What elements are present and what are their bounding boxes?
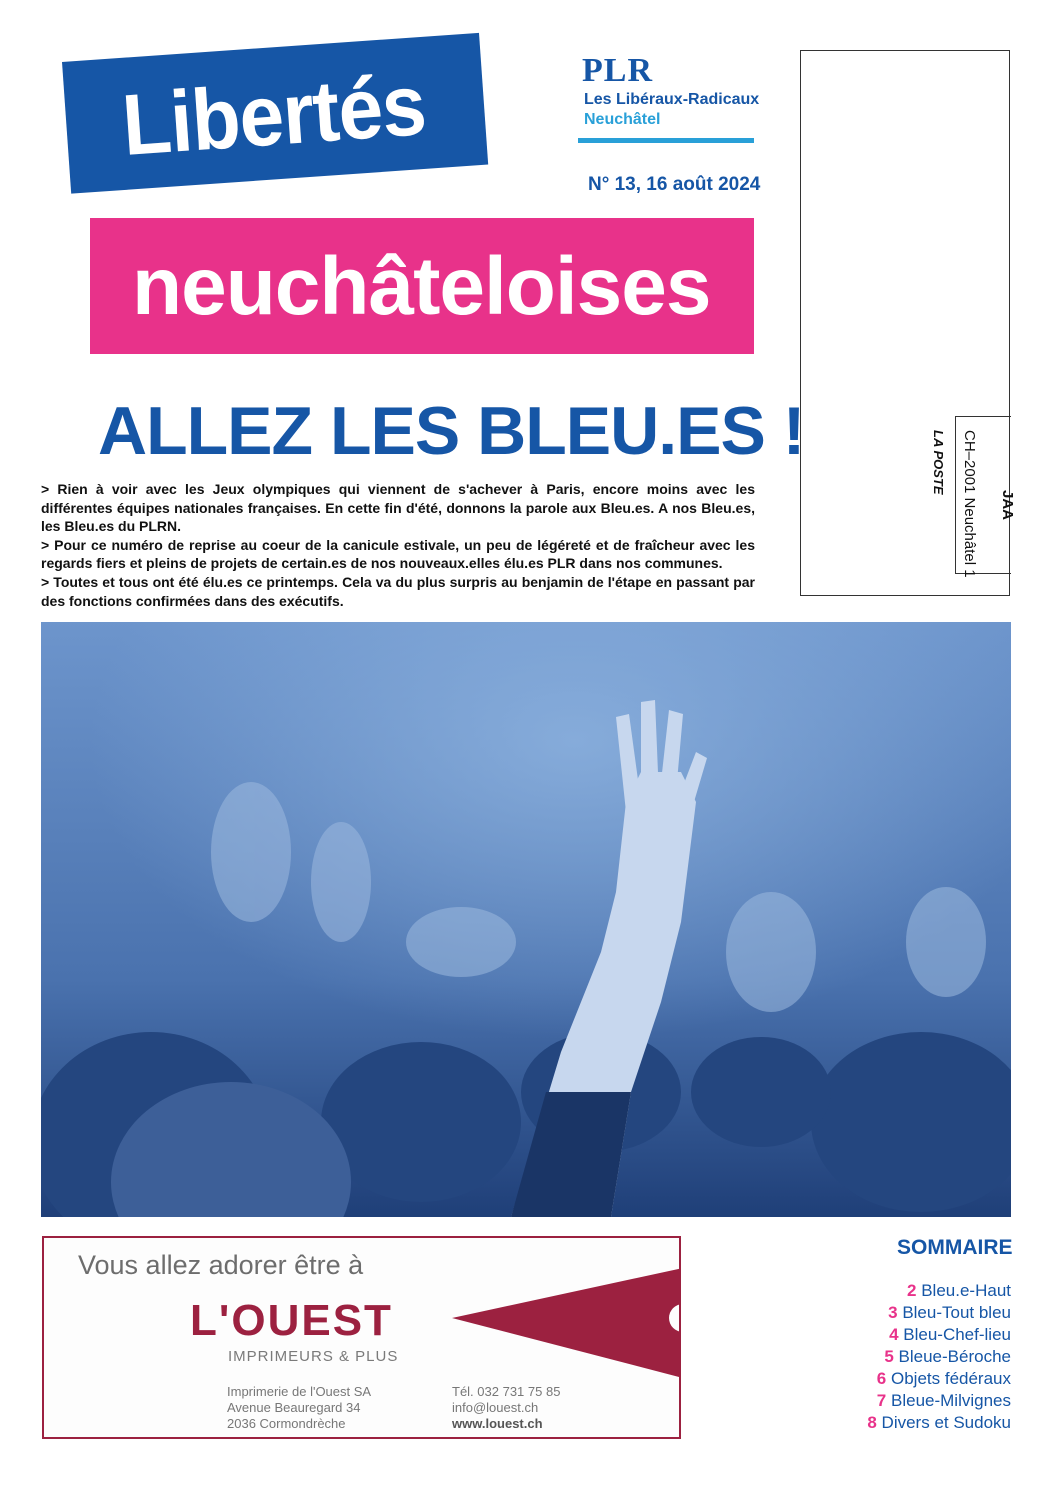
plr-logo-line1: Les Libéraux-Radicaux [584,91,760,108]
ad-tagline: Vous allez adorer être à [78,1250,364,1280]
ad-address [227,1384,371,1432]
main-headline: ALLEZ LES BLEU.ES ! [98,393,805,469]
sommaire-item-label: Bleu-Chef-lieu [903,1325,1011,1344]
issue-number: N° 13, 16 août 2024 [588,174,761,195]
sommaire-item-label: Divers et Sudoku [881,1413,1011,1432]
title-banner-blue [62,33,488,194]
postal-jaa: JAA [999,490,1016,521]
intro-paragraph: > Pour ce numéro de reprise au coeur de la canicule estivale, un peu de légéreté et de fraîcheur avec les regards fiers et pleins de projets de certain.es de nos nouveaux.elles élu.es PLR dans nos communes. [41,536,755,572]
sommaire-item-label: Objets fédéraux [890,1369,1011,1388]
sommaire-item-label: Bleue-Béroche [898,1347,1011,1366]
sommaire-page-number: 3 [888,1303,898,1322]
intro-text [41,480,755,610]
intro-paragraph: > Toutes et tous ont été élu.es ce printemps. Cela va du plus surpris au benjamin de l'étape en passant par des fonctions confirmées dans des exécutifs. [41,573,755,609]
hero-photo [41,622,1011,1217]
sommaire-item[interactable] [867,1390,1011,1412]
sommaire-page-number: 2 [907,1281,917,1300]
ad-website-link[interactable]: www.louest.ch [452,1416,543,1431]
sommaire-item[interactable] [867,1368,1011,1390]
ad-brand-subtitle: IMPRIMEURS & PLUS [228,1348,399,1365]
ad-address-line: 2036 Cormondrèche [227,1416,346,1431]
sommaire-title: SOMMAIRE [897,1236,1013,1259]
printer-advertisement [42,1236,681,1439]
intro-paragraph: > Rien à voir avec les Jeux olympiques qui viennent de s'achever à Paris, encore moins avec les différentes équipes nationales françaises. En cette fin d'été, donnons la parole aux Bleu.es. A nos Bleu.es, les Bleu.es du PLRN. [41,481,755,535]
sommaire-item[interactable] [867,1280,1011,1302]
ad-contact [452,1384,560,1432]
sommaire-page-number: 8 [867,1413,877,1432]
arrow-icon [452,1268,681,1378]
sommaire-page-number: 6 [876,1369,887,1388]
ad-email[interactable]: info@louest.ch [452,1400,539,1415]
ad-address-line: Imprimerie de l'Ouest SA [227,1384,372,1399]
sommaire-page-number: 7 [876,1391,887,1410]
ad-brand-logo: L'OUEST [190,1296,393,1345]
sommaire-page-number: 5 [884,1347,894,1366]
sommaire-item[interactable] [867,1324,1011,1346]
sommaire-page-number: 4 [889,1325,899,1344]
plr-logo-bar [578,138,754,143]
plr-logo: PLR [582,52,653,89]
sommaire-item-label: Bleue-Milvignes [891,1391,1011,1410]
title-line1: Libertés [119,56,429,174]
title-banner-pink [90,218,754,354]
sommaire-item-label: Bleu-Tout bleu [902,1303,1011,1322]
postal-city: CH–2001 Neuchâtel 1 [961,430,978,578]
ad-address-line: Avenue Beauregard 34 [227,1400,361,1415]
raised-hands-image [41,622,1011,1217]
sommaire-item[interactable] [867,1302,1011,1324]
sommaire-item[interactable] [867,1346,1011,1368]
la-poste-logo: LA POSTE [931,430,946,495]
plr-logo-line2: Neuchâtel [584,111,661,128]
title-line2: neuchâteloises [132,241,711,332]
sommaire-item[interactable] [867,1412,1011,1434]
sommaire-list [867,1280,1011,1434]
sommaire-item-label: Bleu.e-Haut [921,1281,1011,1300]
ad-phone: Tél. 032 731 75 85 [452,1384,561,1399]
